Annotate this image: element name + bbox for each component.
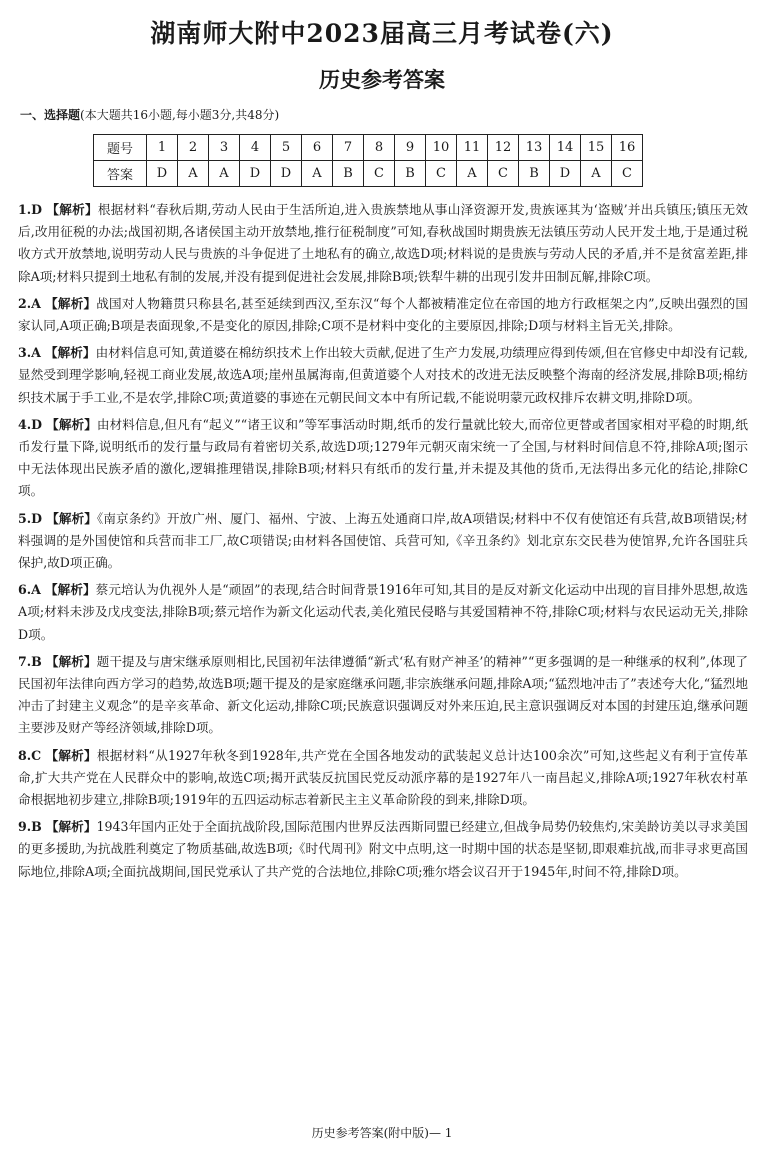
answer-cell: C <box>426 161 457 187</box>
analysis-tag: 【解析】 <box>46 510 97 526</box>
row-label-answer: 答案 <box>94 161 147 187</box>
question-number-cell: 11 <box>457 135 488 161</box>
answer-cell: D <box>550 161 581 187</box>
question-answer-number: 6.A <box>18 582 41 598</box>
question-number-cell: 3 <box>209 135 240 161</box>
analysis-tag: 【解析】 <box>46 202 98 217</box>
question-number-cell: 7 <box>333 135 364 161</box>
analysis-text: 根据材料“从1927年秋冬到1928年,共产党在全国各地发动的武装起义总计达100余次”可知,这些起义有利于宣传革命,扩大共产党在人民群众中的影响,故选C项;揭开武装反抗国民党反动派序幕的是1927年八一南昌起义,排除A项;1927年秋农村革命根据地初步建立,排除B项;1919年的五四运动标志着新民主主义革命阶段的到来,排除D项。 <box>18 747 748 808</box>
analysis-text: 《南京条约》开放广州、厦门、福州、宁波、上海五处通商口岸,故A项错误;材料中不仅有使馆还有兵营,故B项错误;材料强调的是外国使馆和兵营而非工厂,故C项错误;由材料各国使馆、兵营可知,《辛丑条约》划北京东交民巷为使馆界,允许各国驻兵保护,故D项正确。 <box>18 510 748 571</box>
answer-cell: C <box>488 161 519 187</box>
explanation-item <box>18 342 748 409</box>
explanation-item <box>18 579 748 646</box>
answer-cell: A <box>178 161 209 187</box>
answer-cell: D <box>271 161 302 187</box>
question-number-cell: 4 <box>240 135 271 161</box>
explanation-item <box>18 414 748 503</box>
answer-cell: D <box>240 161 271 187</box>
question-number-row <box>94 135 643 161</box>
section-title: 一、选择题 <box>20 108 81 122</box>
answer-cell: A <box>209 161 240 187</box>
question-number-cell: 8 <box>364 135 395 161</box>
explanation-item <box>18 508 748 575</box>
answer-cell: B <box>519 161 550 187</box>
answer-row <box>94 161 643 187</box>
page-title: 湖南师大附中2023届高三月考试卷(六) <box>150 19 614 48</box>
answer-table <box>93 134 643 187</box>
question-answer-number: 1.D <box>18 202 43 217</box>
explanation-item <box>18 651 748 740</box>
answer-cell: A <box>457 161 488 187</box>
question-number-cell: 9 <box>395 135 426 161</box>
section-heading <box>20 106 279 123</box>
question-number-cell: 6 <box>302 135 333 161</box>
section-note: (本大题共16小题,每小题3分,共48分) <box>80 108 280 122</box>
question-answer-number: 2.A <box>18 295 41 311</box>
answer-cell: B <box>333 161 364 187</box>
analysis-tag: 【解析】 <box>45 747 97 763</box>
explanation-item <box>18 816 748 883</box>
question-number-cell: 1 <box>147 135 178 161</box>
question-answer-number: 7.B <box>18 653 42 669</box>
explanation-item <box>18 199 748 288</box>
answer-cell: B <box>395 161 426 187</box>
question-number-cell: 5 <box>271 135 302 161</box>
question-answer-number: 9.B <box>18 819 42 835</box>
question-number-cell: 13 <box>519 135 550 161</box>
page-subtitle: 历史参考答案 <box>319 67 445 92</box>
explanation-list <box>18 199 748 888</box>
analysis-text: 根据材料“春秋后期,劳动人民由于生活所迫,进入贵族禁地从事山泽资源开发,贵族诬其为‘盗贼’并出兵镇压;镇压无效后,改用征税的办法;战国初期,各诸侯国主动开放禁地,推行征税制度”可知,春秋战国时期贵族无法镇压劳动人民开发土地,于是通过税收方式开放禁地,说明劳动人民与贵族的斗争促进了土地私有的确立,故选D项;材料说的是贵族与劳动人民的矛盾,并不是贫富差距,排除A项;材料只提到土地私有制的发展,并没有提到促进社会发展,排除B项;铁犁牛耕的出现引发井田制瓦解,排除C项。 <box>18 202 748 284</box>
question-number-cell: 10 <box>426 135 457 161</box>
page-footer: 历史参考答案(附中版)— 1 <box>311 1126 453 1140</box>
question-number-cell: 14 <box>550 135 581 161</box>
analysis-text: 蔡元培认为仇视外人是“顽固”的表现,结合时间背景1916年可知,其目的是反对新文化运动中出现的盲目排外思想,故选A项;材料未涉及戊戌变法,排除B项;蔡元培作为新文化运动代表,美化殖民侵略与其爱国精神不符,排除C项;材料与农民运动无关,排除D项。 <box>18 582 749 642</box>
analysis-tag: 【解析】 <box>44 345 96 361</box>
analysis-text: 题干提及与唐宋继承原则相比,民国初年法律遵循“新式‘私有财产神圣’的精神”“更多强调的是一种继承的权利”,体现了民国初年法律向西方学习的趋势,故选B项;题干提及的是家庭继承问题,非宗族继承问题,排除A项;“猛烈地冲击了”表述夸大化,“猛烈地冲击了封建主义观念”的是辛亥革命、新文化运动,排除C项;民族意识强调反对外来压迫,民主意识强调反对本国的封建压迫,继承问题主要涉及财产等经济领域,排除D项。 <box>18 653 748 736</box>
question-number-cell: 16 <box>612 135 643 161</box>
answer-cell: A <box>581 161 612 187</box>
answer-cell: D <box>147 161 178 187</box>
question-answer-number: 5.D <box>18 510 43 526</box>
answer-cell: C <box>364 161 395 187</box>
analysis-text: 由材料信息,但凡有“起义”“诸王议和”等军事活动时期,纸币的发行量就比较大,而帝位更替或者国家相对平稳的时期,纸币发行量下降,说明纸币的发行量与政局有着密切关系,故选D项;1279年元朝灭南宋统一了全国,与材料时间信息不符,排除A项;图示中无法体现出民族矛盾的激化,逻辑推理错误,排除B项;材料只有纸币的发行量,并未提及其他的货币,无法得出多元化的结论,排除C项。 <box>18 416 748 499</box>
analysis-tag: 【解析】 <box>46 416 97 432</box>
question-answer-number: 3.A <box>18 345 41 361</box>
analysis-tag: 【解析】 <box>45 295 97 311</box>
analysis-text: 1943年国内正处于全面抗战阶段,国际范围内世界反法西斯同盟已经建立,但战争局势仍较焦灼,宋美龄访美以寻求美国的更多援助,为抗战胜利奠定了物质基础,故选B项;《时代周刊》附文中点明,这一时期中国的状态是坚韧,即艰难抗战,而非寻求更高国际地位,排除A项;全面抗战期间,国民党承认了共产党的合法地位,排除C项;雅尔塔会议召开于1945年,时间不符,排除D项。 <box>18 819 748 879</box>
explanation-item <box>18 293 748 337</box>
row-label-question: 题号 <box>94 135 147 161</box>
answer-cell: C <box>612 161 643 187</box>
question-number-cell: 2 <box>178 135 209 161</box>
analysis-tag: 【解析】 <box>45 582 96 598</box>
analysis-tag: 【解析】 <box>45 819 97 835</box>
analysis-tag: 【解析】 <box>45 653 97 669</box>
question-number-cell: 12 <box>488 135 519 161</box>
analysis-text: 战国对人物籍贯只称县名,甚至延续到西汉,至东汉“每个人都被精准定位在帝国的地方行政框架之内”,反映出强烈的国家认同,A项正确;B项是表面现象,不是变化的原因,排除;C项不是材料中变化的主要原因,排除;D项与材料主旨无关,排除。 <box>18 295 749 334</box>
question-answer-number: 8.C <box>18 747 42 763</box>
answer-cell: A <box>302 161 333 187</box>
question-answer-number: 4.D <box>18 416 43 432</box>
explanation-item <box>18 745 748 812</box>
question-number-cell: 15 <box>581 135 612 161</box>
analysis-text: 由材料信息可知,黄道婆在棉纺织技术上作出较大贡献,促进了生产力发展,功绩理应得到传颂,但在官修史中却没有记载,显然受到理学影响,轻视工商业发展,故选A项;崖州虽属海南,但黄道婆个人对技术的改进无法反映整个海南的经济发展,排除B项;棉纺织技术属于手工业,不是农学,排除C项;黄道婆的事迹在元朝民间文本中有所记载,不能说明蒙元政权排斥农耕文明,排除D项。 <box>18 345 748 405</box>
